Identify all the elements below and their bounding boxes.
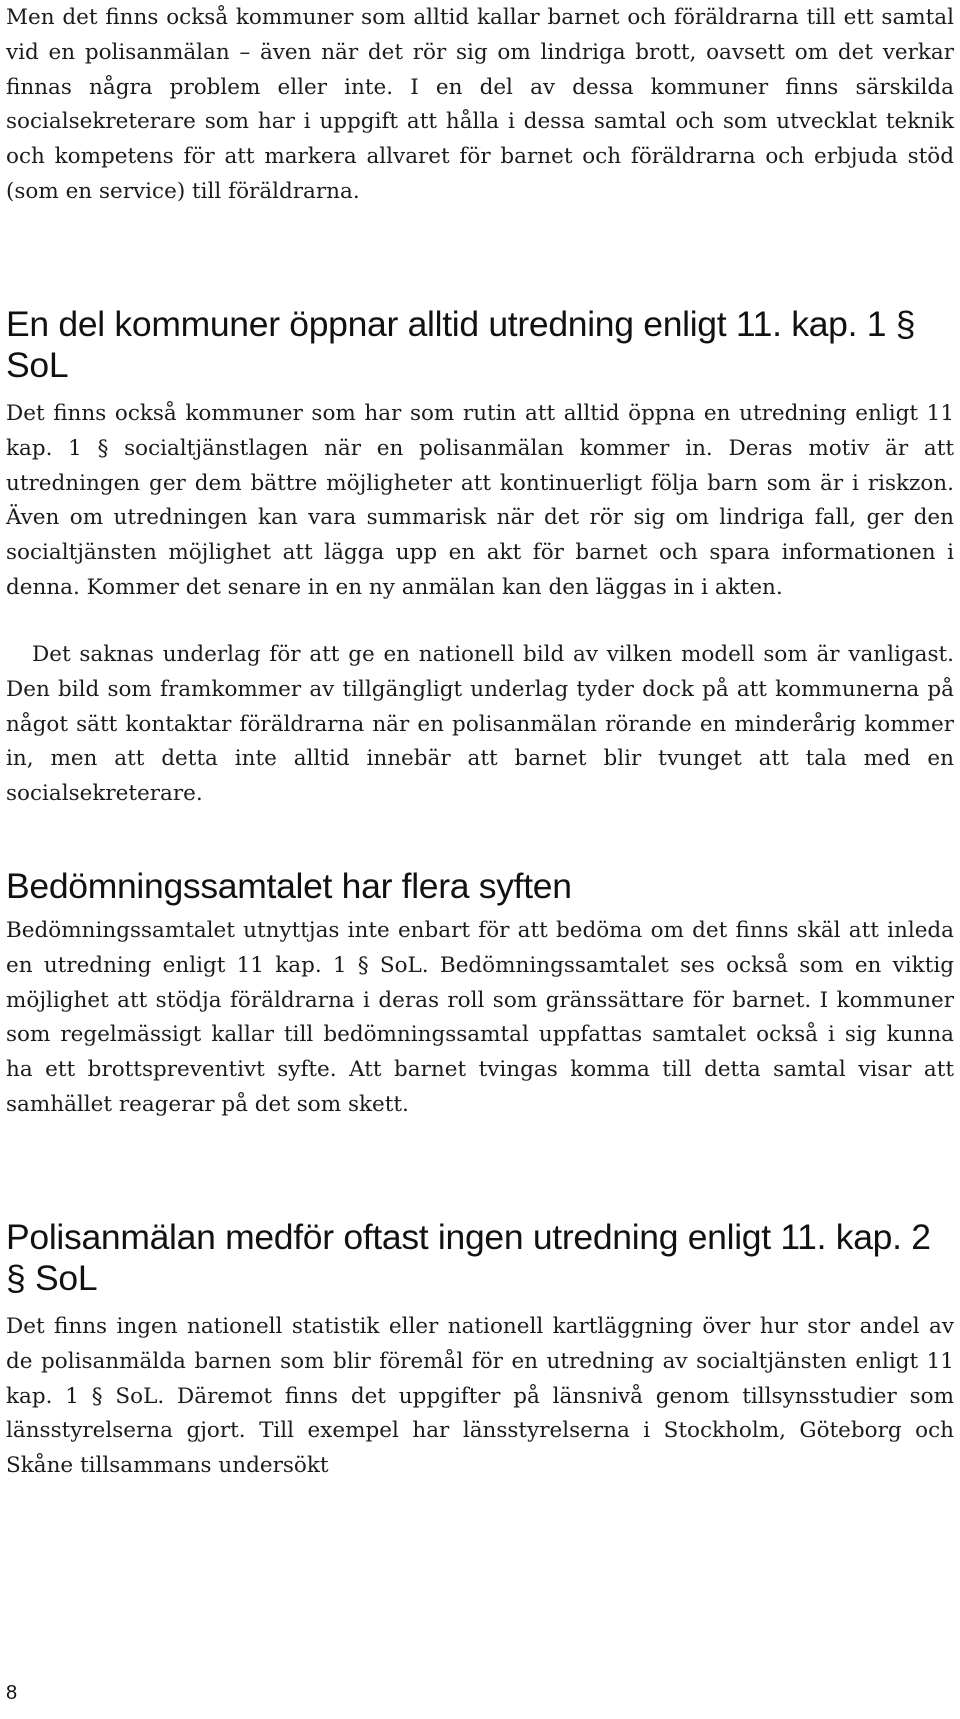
section1-paragraph-2: Det saknas underlag för att ge en nationell bild av vilken modell som är vanligast. Den bild som framkommer av tillgängligt underlag tyder dock på att kommunerna på något sätt kontaktar föräldrarna när en polisanmälan rörande en minderårig kommer in, men att detta inte alltid innebär att barnet blir tvunget att tala med en socialsekreterare. [6,642,954,807]
section1-paragraph-1: Det finns också kommuner som har som rutin att alltid öppna en utredning enligt 11 kap. 1 § socialtjänstlagen när en polisanmälan kommer in. Deras motiv är att utredningen ger dem bättre möjligheter att kontinuerligt följa barn som är i riskzon. Även om utredningen kan vara summarisk när det rör sig om lindriga fall, ger den socialtjänsten möjlighet att lägga upp en akt för barnet och spara informationen i denna. Kommer det senare in en ny anmälan kan den läggas in i akten. [6,401,954,600]
section3-paragraph: Det finns ingen nationell statistik eller nationell kartläggning över hur stor andel av de polisanmälda barnen som blir föremål för en utredning av socialtjänsten enligt 11 kap. 1 § SoL. Däremot finns det uppgifter på länsnivå genom tillsynsstudier som länsstyrelserna gjort. Till exempel har länsstyrelserna i Stockholm, Göteborg och Skåne tillsammans undersökt [6,1314,954,1479]
page-number: 8 [6,1682,18,1704]
section2-paragraph: Bedömningssamtalet utnyttjas inte enbart för att bedöma om det finns skäl att inleda en utredning enligt 11 kap. 1 § SoL. Bedömningssamtalet ses också som en viktig möjlighet att stödja föräldrarna i deras roll som gränssättare för barnet. I kommuner som regelmässigt kallar till bedömningssamtal uppfattas samtalet också i sig kunna ha ett brottspreventivt syfte. Att barnet tvingas komma till detta samtal visar att samhället reagerar på det som skett. [6,918,954,1117]
intro-paragraph: Men det finns också kommuner som alltid kallar barnet och föräldrarna till ett samtal vid en polisanmälan – även när det rör sig om lindriga brott, oavsett om det verkar finnas några problem eller inte. I en del av dessa kommuner finns särskilda socialsekreterare som har i uppgift att hålla i dessa samtal och som utvecklat teknik och kompetens för att markera allvaret för barnet och föräldrarna och erbjuda stöd (som en service) till föräldrarna. [6,5,954,204]
document-page [6,0,954,1719]
section-heading-polisanmalan: Polisanmälan medför oftast ingen utredning enligt 11. kap. 2 § SoL [6,1217,931,1298]
section-heading-bedomningssamtalet: Bedömningssamtalet har flera syften [6,866,572,906]
section-heading-utredning: En del kommuner öppnar alltid utredning enligt 11. kap. 1 § SoL [6,304,916,385]
